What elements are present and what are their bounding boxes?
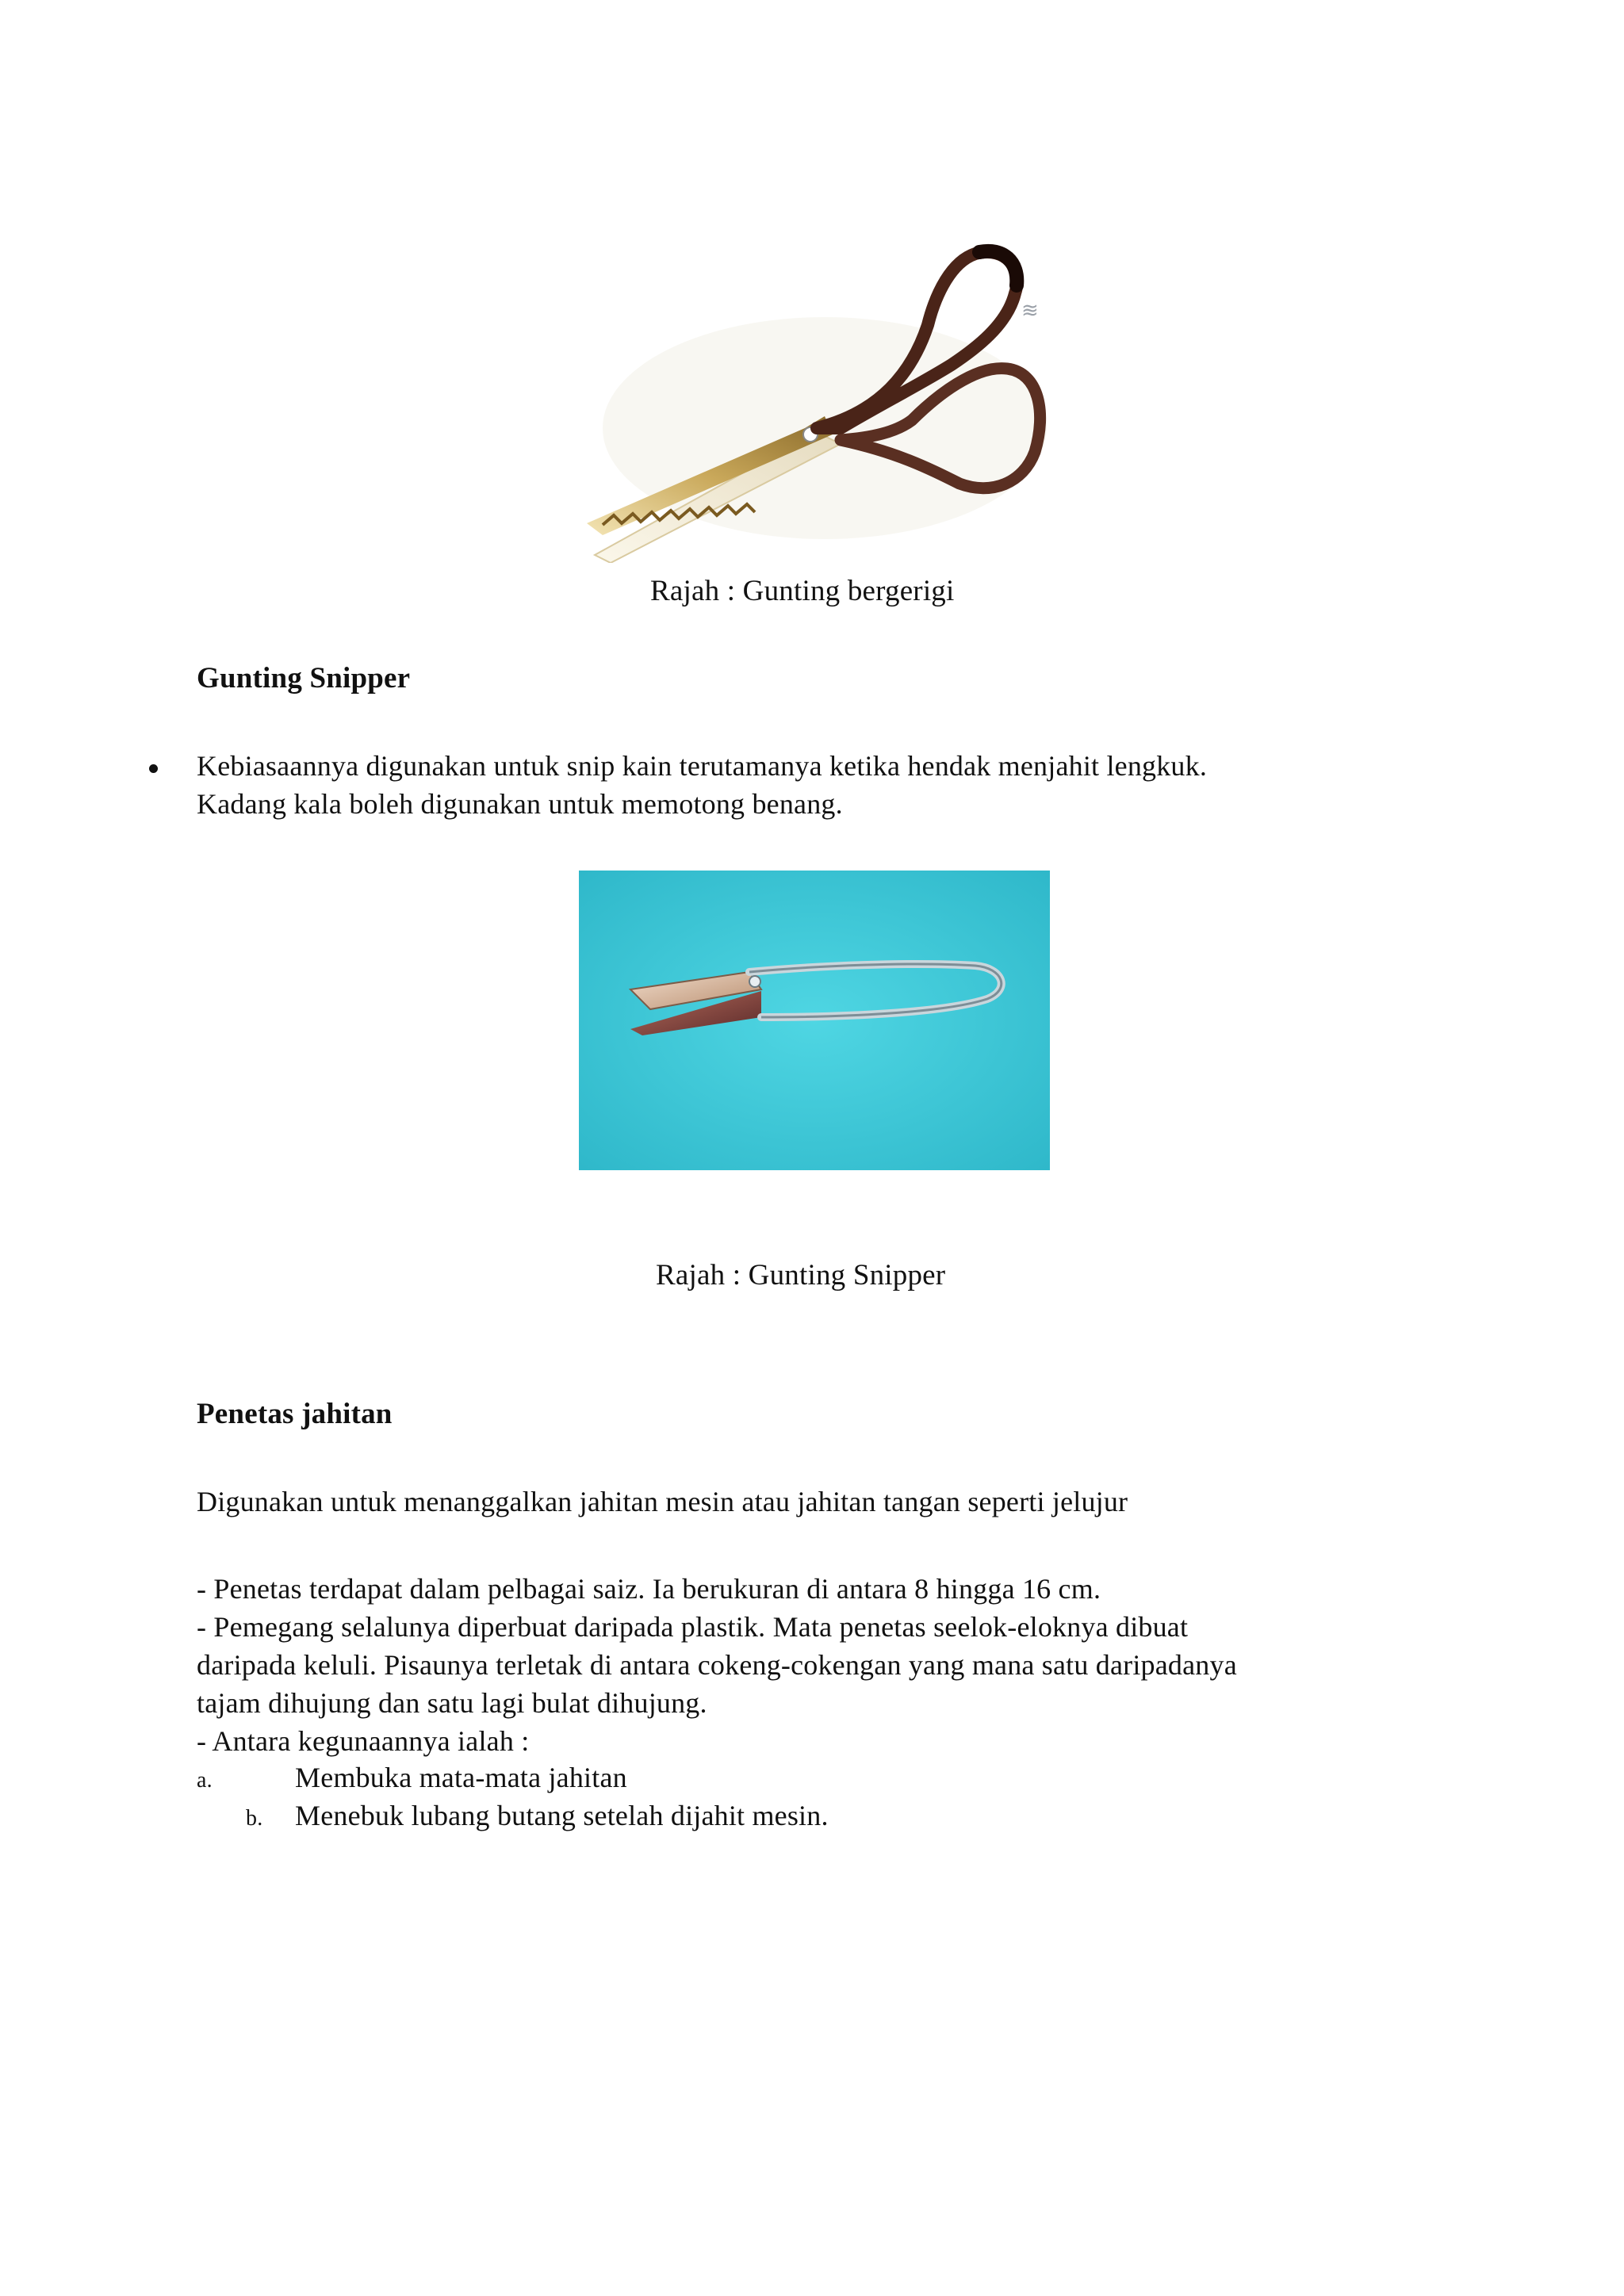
penetas-line2: - Pemegang selalunya diperbuat daripada plastik. Mata penetas seelok-eloknya dibuat <box>197 1611 1189 1643</box>
pinking-shears-image <box>579 230 1071 563</box>
section-heading-penetas: Penetas jahitan <box>197 1398 393 1430</box>
section-heading-snipper: Gunting Snipper <box>197 662 411 695</box>
snipper-description-line2: Kadang kala boleh digunakan untuk memotong benang. <box>197 788 843 820</box>
list-marker-b: b. <box>246 1806 263 1831</box>
figure2-caption: Rajah : Gunting Snipper <box>656 1259 946 1292</box>
penetas-line1: - Penetas terdapat dalam pelbagai saiz. Ia berukuran di antara 8 hingga 16 cm. <box>197 1573 1101 1605</box>
figure1-caption: Rajah : Gunting bergerigi <box>650 575 955 607</box>
list-item-a: Membuka mata-mata jahitan <box>295 1762 627 1793</box>
snipper-description-line1: Kebiasaannya digunakan untuk snip kain terutamanya ketika hendak menjahit lengkuk. <box>197 750 1208 782</box>
svg-text:≋: ≋ <box>1021 299 1039 323</box>
list-marker-a: a. <box>197 1768 213 1793</box>
penetas-intro: Digunakan untuk menanggalkan jahitan mesin atau jahitan tangan seperti jelujur <box>197 1486 1128 1517</box>
snipper-image <box>579 871 1050 1170</box>
snipper-scissors-icon <box>579 871 1050 1170</box>
pinking-shears-icon <box>579 230 1071 563</box>
bullet-dot <box>149 764 158 773</box>
penetas-line5: - Antara kegunaannya ialah : <box>197 1725 530 1757</box>
penetas-line4: tajam dihujung dan satu lagi bulat dihujung. <box>197 1687 707 1719</box>
list-item-b: Menebuk lubang butang setelah dijahit mesin. <box>295 1800 829 1831</box>
penetas-line3: daripada keluli. Pisaunya terletak di antara cokeng-cokengan yang mana satu daripadanya <box>197 1649 1237 1681</box>
